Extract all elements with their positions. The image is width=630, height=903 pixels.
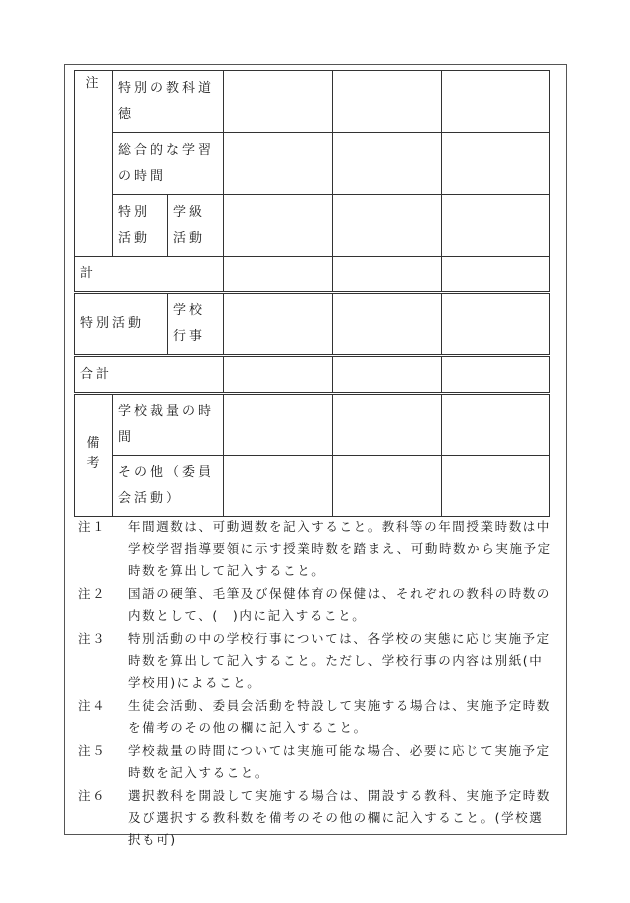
row-label-integrated-study: 総合的な学習の時間 [113,133,224,195]
note-text: 選択教科を開設して実施する場合は、開設する教科、実施予定時数及び選択する教科数を備考のその他の欄に記入すること。(学校選択も可) [128,788,552,847]
table-row [75,456,550,517]
value-cell[interactable] [224,293,333,356]
note-label: 注６ [78,788,107,803]
value-cell[interactable] [442,356,550,394]
value-cell[interactable] [442,133,550,195]
table-row [75,71,550,133]
note-item [78,628,554,694]
table-row [75,394,550,456]
row-label-moral: 特別の教科道徳 [113,71,224,133]
note-item [78,695,554,739]
value-cell[interactable] [333,456,442,517]
value-cell[interactable] [224,257,333,293]
note-label: 注４ [78,698,107,713]
note-item [78,583,554,627]
value-cell[interactable] [333,71,442,133]
group-label-note: 注 [85,75,102,91]
note-text: 学校裁量の時間については実施可能な場合、必要に応じて実施予定時数を記入すること。 [128,743,551,780]
row-label-other: その他（委員会活動） [113,456,224,517]
value-cell[interactable] [333,394,442,456]
row-label-special-activities: 特別活動 [113,195,168,257]
table-row [75,133,550,195]
value-cell[interactable] [442,257,550,293]
note-text: 生徒会活動、委員会活動を特設して実施する場合は、実施予定時数を備考のその他の欄に記入すること。 [128,698,552,735]
table-row [75,195,550,257]
value-cell[interactable] [333,356,442,394]
value-cell[interactable] [442,293,550,356]
value-cell[interactable] [224,394,333,456]
row-label-special-activities: 特別活動 [75,293,168,356]
note-label: 注２ [78,586,107,601]
note-item [78,516,554,582]
note-label: 注３ [78,631,107,646]
curriculum-hours-table [74,70,550,517]
value-cell[interactable] [224,356,333,394]
value-cell[interactable] [224,195,333,257]
value-cell[interactable] [442,195,550,257]
note-text: 年間週数は、可動週数を記入すること。教科等の年間授業時数は中学校学習指導要領に示す授業時数を踏まえ、可動時数から実施予定時数を算出して記入すること。 [128,519,552,578]
note-label: 注５ [78,743,107,758]
value-cell[interactable] [333,195,442,257]
notes-section [78,516,554,852]
value-cell[interactable] [442,71,550,133]
note-text: 特別活動の中の学校行事については、各学校の実態に応じ実施予定時数を算出して記入すること。ただし、学校行事の内容は別紙(中学校用)によること。 [128,631,551,690]
value-cell[interactable] [442,394,550,456]
table-row [75,356,550,394]
table-row [75,257,550,293]
value-cell[interactable] [224,456,333,517]
note-item [78,740,554,784]
group-cell-remarks [75,394,113,517]
row-label-total: 合計 [75,356,224,394]
row-label-class-activities: 学級活動 [168,195,224,257]
row-label-school-events: 学校行事 [168,293,224,356]
note-label: 注１ [78,519,107,534]
remarks-label: 備考 [86,436,103,471]
value-cell[interactable] [333,257,442,293]
group-cell-top [75,71,113,257]
value-cell[interactable] [224,133,333,195]
note-text: 国語の硬筆、毛筆及び保健体育の保健は、それぞれの教科の時数の内数として、( )内に記入すること。 [128,586,552,623]
table-row [75,293,550,356]
row-label-subtotal: 計 [75,257,224,293]
row-label-school-discretion: 学校裁量の時間 [113,394,224,456]
value-cell[interactable] [224,71,333,133]
value-cell[interactable] [333,293,442,356]
note-item [78,785,554,851]
value-cell[interactable] [442,456,550,517]
value-cell[interactable] [333,133,442,195]
